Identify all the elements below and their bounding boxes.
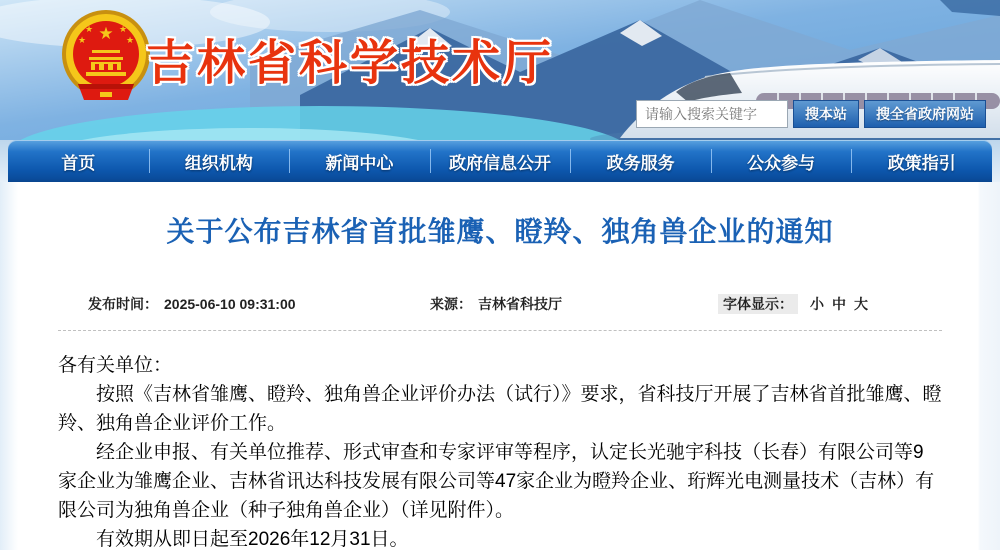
article-title: 关于公布吉林省首批雏鹰、瞪羚、独角兽企业的通知 bbox=[166, 216, 834, 247]
font-size-small[interactable]: 小 bbox=[810, 296, 824, 312]
font-size-controls bbox=[718, 294, 872, 314]
article-meta-row bbox=[0, 294, 1000, 314]
dashed-divider bbox=[58, 330, 942, 331]
nav-item-organization[interactable]: 组织机构 bbox=[149, 140, 290, 182]
search-site-button[interactable]: 搜本站 bbox=[793, 100, 859, 128]
source-label: 来源： bbox=[430, 296, 472, 312]
nav-item-policy-guide[interactable]: 政策指引 bbox=[851, 140, 992, 182]
publish-time-label: 发布时间： bbox=[88, 296, 158, 312]
nav-item-gov-info-disclosure[interactable]: 政府信息公开 bbox=[430, 140, 571, 182]
svg-text:★: ★ bbox=[98, 24, 114, 43]
article-paragraph: 按照《吉林省雏鹰、瞪羚、独角兽企业评价办法（试行）》要求，省科技厅开展了吉林省首批雏鹰、瞪羚、独角兽企业评价工作。 bbox=[58, 384, 942, 434]
article-source bbox=[430, 294, 562, 314]
source-value: 吉林省科技厅 bbox=[478, 296, 562, 312]
nav-item-news-center[interactable]: 新闻中心 bbox=[289, 140, 430, 182]
site-title[interactable]: 吉林省科学技术厅 bbox=[146, 37, 555, 90]
national-emblem-logo bbox=[56, 8, 156, 108]
main-nav bbox=[8, 140, 992, 182]
search-gov-button[interactable]: 搜全省政府网站 bbox=[864, 100, 986, 128]
search-bar bbox=[636, 100, 986, 128]
font-size-medium[interactable]: 中 bbox=[832, 296, 846, 312]
svg-text:★: ★ bbox=[84, 24, 94, 34]
site-banner bbox=[0, 0, 1000, 140]
article-paragraph: 有效期从即日起至2026年12月31日。 bbox=[96, 529, 409, 550]
svg-text:★: ★ bbox=[125, 35, 135, 45]
svg-text:★: ★ bbox=[118, 24, 128, 34]
search-input[interactable] bbox=[636, 100, 788, 128]
font-display-label: 字体显示： bbox=[718, 294, 798, 314]
nav-item-public-participation[interactable]: 公众参与 bbox=[711, 140, 852, 182]
article-paragraph: 经企业申报、有关单位推荐、形式审查和专家评审等程序，认定长光驰宇科技（长春）有限公司等9家企业为雏鹰企业、吉林省讯达科技发展有限公司等47家企业为瞪羚企业、珩辉光电测量技术（吉林）有限公司为独角兽企业（种子独角兽企业）（详见附件）。 bbox=[58, 442, 935, 521]
nav-item-home[interactable]: 首页 bbox=[61, 153, 96, 173]
nav-item-gov-services[interactable]: 政务服务 bbox=[570, 140, 711, 182]
svg-text:★: ★ bbox=[77, 35, 87, 45]
article-content-area bbox=[0, 182, 1000, 550]
font-size-large[interactable]: 大 bbox=[854, 296, 868, 312]
nav-strip bbox=[0, 140, 1000, 182]
publish-time-value: 2025-06-10 09:31:00 bbox=[164, 296, 296, 312]
article-body bbox=[58, 351, 942, 554]
publish-time bbox=[88, 294, 296, 314]
article-paragraph: 各有关单位： bbox=[58, 355, 173, 376]
